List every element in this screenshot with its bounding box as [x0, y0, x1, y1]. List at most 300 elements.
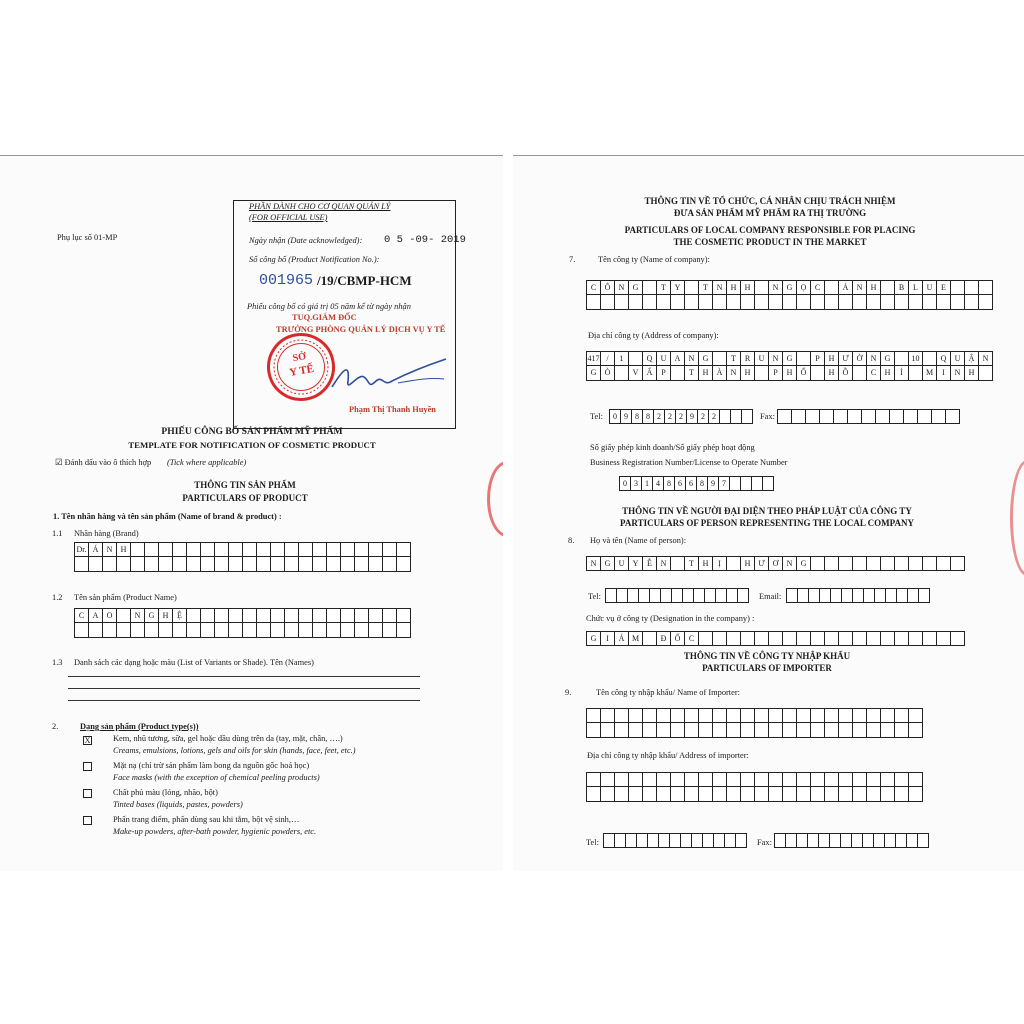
grid-cell[interactable] — [685, 723, 699, 738]
grid-cell[interactable] — [397, 542, 411, 557]
grid-cell[interactable] — [798, 588, 809, 603]
grid-cell[interactable]: G — [145, 608, 159, 623]
grid-cell[interactable] — [946, 409, 960, 424]
grid-cell[interactable] — [755, 708, 769, 723]
grid-cell[interactable] — [825, 556, 839, 571]
representative-name-grid[interactable] — [586, 556, 965, 571]
grid-cell[interactable] — [792, 409, 806, 424]
grid-cell[interactable] — [257, 608, 271, 623]
grid-cell[interactable] — [786, 833, 797, 848]
grid-cell[interactable]: 7 — [719, 476, 730, 491]
grid-cell[interactable] — [355, 608, 369, 623]
grid-cell[interactable] — [727, 772, 741, 787]
grid-cell[interactable] — [187, 623, 201, 638]
grid-cell[interactable] — [187, 608, 201, 623]
grid-cell[interactable] — [848, 409, 862, 424]
grid-cell[interactable] — [601, 708, 615, 723]
grid-cell[interactable] — [685, 787, 699, 802]
grid-cell[interactable] — [159, 542, 173, 557]
grid-cell[interactable]: N — [951, 366, 965, 381]
grid-cell[interactable] — [853, 787, 867, 802]
grid-cell[interactable]: C — [75, 608, 89, 623]
grid-cell[interactable]: Dr. — [75, 542, 89, 557]
company-name-grid[interactable] — [586, 280, 993, 310]
grid-cell[interactable] — [895, 631, 909, 646]
grid-cell[interactable]: Ờ — [853, 351, 867, 366]
grid-cell[interactable] — [201, 542, 215, 557]
grid-cell[interactable]: H — [117, 542, 131, 557]
grid-cell[interactable] — [670, 833, 681, 848]
grid-cell[interactable]: N — [783, 556, 797, 571]
grid-cell[interactable] — [797, 833, 808, 848]
grid-cell[interactable] — [839, 556, 853, 571]
grid-cell[interactable]: U — [923, 280, 937, 295]
grid-cell[interactable] — [755, 787, 769, 802]
grid-cell[interactable] — [923, 631, 937, 646]
grid-cell[interactable] — [650, 588, 661, 603]
grid-cell[interactable] — [923, 295, 937, 310]
grid-cell[interactable] — [876, 409, 890, 424]
grid-cell[interactable] — [867, 556, 881, 571]
grid-cell[interactable] — [201, 557, 215, 572]
grid-cell[interactable] — [755, 295, 769, 310]
grid-cell[interactable]: G — [587, 631, 601, 646]
grid-cell[interactable] — [918, 409, 932, 424]
grid-cell[interactable] — [369, 557, 383, 572]
type-checkbox-2[interactable] — [83, 762, 92, 771]
grid-cell[interactable] — [243, 608, 257, 623]
grid-cell[interactable] — [755, 366, 769, 381]
grid-cell[interactable] — [117, 608, 131, 623]
grid-cell[interactable] — [853, 295, 867, 310]
grid-cell[interactable]: Ọ — [797, 280, 811, 295]
grid-cell[interactable] — [397, 623, 411, 638]
grid-cell[interactable] — [763, 476, 774, 491]
grid-cell[interactable] — [839, 295, 853, 310]
grid-cell[interactable] — [864, 588, 875, 603]
grid-cell[interactable]: N — [685, 351, 699, 366]
grid-cell[interactable] — [103, 623, 117, 638]
grid-cell[interactable] — [713, 787, 727, 802]
grid-cell[interactable] — [299, 608, 313, 623]
grid-cell[interactable] — [730, 476, 741, 491]
grid-cell[interactable] — [615, 366, 629, 381]
grid-cell[interactable] — [671, 295, 685, 310]
grid-cell[interactable] — [834, 409, 848, 424]
grid-cell[interactable]: M — [923, 366, 937, 381]
grid-cell[interactable]: C — [867, 366, 881, 381]
grid-cell[interactable] — [741, 723, 755, 738]
grid-cell[interactable] — [299, 623, 313, 638]
grid-cell[interactable] — [727, 787, 741, 802]
grid-cell[interactable]: Ô — [601, 280, 615, 295]
grid-cell[interactable] — [825, 280, 839, 295]
grid-cell[interactable] — [713, 772, 727, 787]
grid-cell[interactable] — [965, 280, 979, 295]
grid-cell[interactable] — [397, 608, 411, 623]
grid-cell[interactable] — [285, 557, 299, 572]
importer-fax-grid[interactable] — [774, 833, 929, 848]
grid-cell[interactable] — [714, 833, 725, 848]
grid-cell[interactable] — [187, 542, 201, 557]
grid-cell[interactable]: H — [783, 366, 797, 381]
grid-cell[interactable]: Ơ — [769, 556, 783, 571]
grid-cell[interactable]: Ậ — [965, 351, 979, 366]
grid-cell[interactable]: 417 — [587, 351, 601, 366]
grid-cell[interactable]: N — [587, 556, 601, 571]
grid-cell[interactable] — [862, 409, 876, 424]
grid-cell[interactable]: G — [629, 280, 643, 295]
grid-cell[interactable] — [867, 708, 881, 723]
grid-cell[interactable] — [811, 366, 825, 381]
grid-cell[interactable] — [285, 608, 299, 623]
grid-cell[interactable] — [229, 623, 243, 638]
grid-cell[interactable] — [341, 557, 355, 572]
grid-cell[interactable] — [932, 409, 946, 424]
designation-grid[interactable] — [586, 631, 965, 646]
tel-grid[interactable] — [609, 409, 753, 424]
grid-cell[interactable] — [895, 787, 909, 802]
grid-cell[interactable] — [951, 631, 965, 646]
grid-cell[interactable] — [853, 772, 867, 787]
grid-cell[interactable] — [937, 631, 951, 646]
grid-cell[interactable] — [215, 623, 229, 638]
grid-cell[interactable] — [755, 772, 769, 787]
grid-cell[interactable]: A — [89, 608, 103, 623]
grid-cell[interactable] — [229, 542, 243, 557]
grid-cell[interactable] — [716, 588, 727, 603]
grid-cell[interactable]: N — [657, 556, 671, 571]
grid-cell[interactable] — [271, 557, 285, 572]
grid-cell[interactable] — [383, 557, 397, 572]
grid-cell[interactable] — [839, 631, 853, 646]
grid-cell[interactable]: Á — [89, 542, 103, 557]
grid-cell[interactable]: G — [699, 351, 713, 366]
grid-cell[interactable] — [187, 557, 201, 572]
type-checkbox-3[interactable] — [83, 789, 92, 798]
grid-cell[interactable] — [694, 588, 705, 603]
grid-cell[interactable] — [741, 708, 755, 723]
grid-cell[interactable] — [587, 772, 601, 787]
grid-cell[interactable] — [369, 542, 383, 557]
grid-cell[interactable] — [979, 280, 993, 295]
grid-cell[interactable] — [867, 631, 881, 646]
grid-cell[interactable] — [874, 833, 885, 848]
grid-cell[interactable] — [797, 772, 811, 787]
grid-cell[interactable] — [918, 833, 929, 848]
grid-cell[interactable] — [671, 708, 685, 723]
grid-cell[interactable] — [713, 708, 727, 723]
grid-cell[interactable] — [853, 556, 867, 571]
grid-cell[interactable]: 8 — [664, 476, 675, 491]
grid-cell[interactable] — [692, 833, 703, 848]
grid-cell[interactable] — [909, 772, 923, 787]
grid-cell[interactable]: Q — [937, 351, 951, 366]
grid-cell[interactable] — [755, 280, 769, 295]
grid-cell[interactable]: N — [727, 366, 741, 381]
grid-cell[interactable] — [923, 556, 937, 571]
grid-cell[interactable] — [587, 295, 601, 310]
grid-cell[interactable] — [881, 772, 895, 787]
grid-cell[interactable] — [103, 557, 117, 572]
grid-cell[interactable] — [629, 351, 643, 366]
grid-cell[interactable] — [727, 631, 741, 646]
grid-cell[interactable] — [727, 708, 741, 723]
grid-cell[interactable] — [587, 787, 601, 802]
representative-tel-grid[interactable] — [605, 588, 749, 603]
grid-cell[interactable] — [909, 708, 923, 723]
grid-cell[interactable] — [243, 623, 257, 638]
grid-cell[interactable]: 4 — [653, 476, 664, 491]
variants-line-1[interactable] — [68, 676, 420, 677]
grid-cell[interactable] — [383, 623, 397, 638]
representative-email-grid[interactable] — [786, 588, 930, 603]
grid-cell[interactable] — [313, 542, 327, 557]
grid-cell[interactable]: U — [755, 351, 769, 366]
grid-cell[interactable]: Y — [629, 556, 643, 571]
grid-cell[interactable] — [131, 542, 145, 557]
grid-cell[interactable] — [683, 588, 694, 603]
grid-cell[interactable] — [243, 542, 257, 557]
grid-cell[interactable] — [643, 631, 657, 646]
grid-cell[interactable] — [937, 556, 951, 571]
grid-cell[interactable] — [783, 708, 797, 723]
grid-cell[interactable] — [201, 623, 215, 638]
grid-cell[interactable]: Y — [671, 280, 685, 295]
grid-cell[interactable] — [355, 623, 369, 638]
grid-cell[interactable] — [229, 608, 243, 623]
grid-cell[interactable]: M — [629, 631, 643, 646]
grid-cell[interactable]: T — [685, 556, 699, 571]
grid-cell[interactable] — [923, 351, 937, 366]
grid-cell[interactable] — [811, 787, 825, 802]
grid-cell[interactable]: H — [699, 556, 713, 571]
grid-cell[interactable] — [643, 787, 657, 802]
grid-cell[interactable] — [904, 409, 918, 424]
grid-cell[interactable] — [811, 772, 825, 787]
grid-cell[interactable] — [783, 772, 797, 787]
grid-cell[interactable] — [657, 723, 671, 738]
grid-cell[interactable] — [886, 588, 897, 603]
grid-cell[interactable] — [615, 708, 629, 723]
grid-cell[interactable]: Í — [895, 366, 909, 381]
grid-cell[interactable]: G — [783, 280, 797, 295]
grid-cell[interactable] — [215, 557, 229, 572]
grid-cell[interactable] — [755, 723, 769, 738]
type-checkbox-1[interactable]: X — [84, 736, 91, 745]
grid-cell[interactable] — [699, 787, 713, 802]
grid-cell[interactable] — [628, 588, 639, 603]
importer-name-grid[interactable] — [586, 708, 923, 738]
license-number-grid[interactable] — [619, 476, 774, 491]
grid-cell[interactable] — [626, 833, 637, 848]
grid-cell[interactable] — [895, 556, 909, 571]
grid-cell[interactable]: U — [615, 556, 629, 571]
grid-cell[interactable]: À — [713, 366, 727, 381]
grid-cell[interactable] — [713, 723, 727, 738]
grid-cell[interactable] — [271, 608, 285, 623]
grid-cell[interactable]: E — [937, 280, 951, 295]
grid-cell[interactable] — [881, 787, 895, 802]
grid-cell[interactable]: 2 — [676, 409, 687, 424]
grid-cell[interactable]: P — [811, 351, 825, 366]
grid-cell[interactable] — [783, 723, 797, 738]
grid-cell[interactable] — [825, 708, 839, 723]
grid-cell[interactable] — [797, 351, 811, 366]
grid-cell[interactable] — [720, 409, 731, 424]
grid-cell[interactable] — [257, 623, 271, 638]
grid-cell[interactable] — [731, 409, 742, 424]
grid-cell[interactable] — [820, 588, 831, 603]
grid-cell[interactable] — [853, 708, 867, 723]
grid-cell[interactable]: Ư — [755, 556, 769, 571]
grid-cell[interactable] — [587, 723, 601, 738]
grid-cell[interactable]: 9 — [621, 409, 632, 424]
grid-cell[interactable] — [741, 787, 755, 802]
grid-cell[interactable] — [853, 631, 867, 646]
grid-cell[interactable] — [159, 557, 173, 572]
grid-cell[interactable]: O — [103, 608, 117, 623]
grid-cell[interactable]: 0 — [620, 476, 631, 491]
grid-cell[interactable] — [895, 772, 909, 787]
grid-cell[interactable] — [159, 623, 173, 638]
grid-cell[interactable] — [741, 476, 752, 491]
grid-cell[interactable] — [919, 588, 930, 603]
grid-cell[interactable] — [783, 631, 797, 646]
grid-cell[interactable] — [797, 708, 811, 723]
grid-cell[interactable]: T — [727, 351, 741, 366]
grid-cell[interactable]: Ồ — [839, 366, 853, 381]
grid-cell[interactable] — [587, 708, 601, 723]
importer-address-grid[interactable] — [586, 772, 923, 802]
grid-cell[interactable] — [713, 631, 727, 646]
grid-cell[interactable] — [681, 833, 692, 848]
grid-cell[interactable] — [909, 295, 923, 310]
grid-cell[interactable] — [89, 557, 103, 572]
grid-cell[interactable] — [769, 787, 783, 802]
grid-cell[interactable] — [820, 409, 834, 424]
grid-cell[interactable] — [341, 623, 355, 638]
grid-cell[interactable] — [271, 542, 285, 557]
grid-cell[interactable] — [727, 556, 741, 571]
grid-cell[interactable] — [629, 295, 643, 310]
grid-cell[interactable]: 2 — [698, 409, 709, 424]
grid-cell[interactable] — [671, 772, 685, 787]
grid-cell[interactable] — [629, 723, 643, 738]
grid-cell[interactable] — [741, 631, 755, 646]
grid-cell[interactable] — [809, 588, 820, 603]
grid-cell[interactable]: N — [713, 280, 727, 295]
grid-cell[interactable]: 3 — [631, 476, 642, 491]
grid-cell[interactable] — [699, 295, 713, 310]
grid-cell[interactable] — [601, 772, 615, 787]
grid-cell[interactable] — [713, 351, 727, 366]
grid-cell[interactable] — [639, 588, 650, 603]
grid-cell[interactable]: N — [131, 608, 145, 623]
grid-cell[interactable] — [257, 542, 271, 557]
grid-cell[interactable] — [369, 608, 383, 623]
grid-cell[interactable]: 1 — [642, 476, 653, 491]
grid-cell[interactable] — [699, 723, 713, 738]
grid-cell[interactable]: H — [881, 366, 895, 381]
grid-cell[interactable] — [629, 787, 643, 802]
grid-cell[interactable] — [659, 833, 670, 848]
grid-cell[interactable]: Ệ — [173, 608, 187, 623]
grid-cell[interactable] — [671, 556, 685, 571]
grid-cell[interactable] — [643, 772, 657, 787]
grid-cell[interactable] — [601, 787, 615, 802]
grid-cell[interactable] — [867, 787, 881, 802]
grid-cell[interactable] — [131, 623, 145, 638]
variants-line-2[interactable] — [68, 688, 420, 689]
grid-cell[interactable] — [75, 557, 89, 572]
grid-cell[interactable] — [752, 476, 763, 491]
grid-cell[interactable] — [808, 833, 819, 848]
grid-cell[interactable]: Ễ — [643, 556, 657, 571]
grid-cell[interactable] — [797, 723, 811, 738]
grid-cell[interactable]: Á — [615, 631, 629, 646]
grid-cell[interactable] — [841, 833, 852, 848]
grid-cell[interactable] — [131, 557, 145, 572]
grid-cell[interactable]: Ấ — [643, 366, 657, 381]
grid-cell[interactable] — [145, 542, 159, 557]
grid-cell[interactable] — [908, 588, 919, 603]
grid-cell[interactable]: L — [909, 280, 923, 295]
grid-cell[interactable] — [890, 409, 904, 424]
grid-cell[interactable] — [867, 772, 881, 787]
grid-cell[interactable]: Q — [643, 351, 657, 366]
grid-cell[interactable] — [327, 542, 341, 557]
grid-cell[interactable] — [661, 588, 672, 603]
grid-cell[interactable]: 8 — [632, 409, 643, 424]
grid-cell[interactable]: H — [741, 556, 755, 571]
grid-cell[interactable] — [736, 833, 747, 848]
grid-cell[interactable] — [727, 295, 741, 310]
grid-cell[interactable]: N — [867, 351, 881, 366]
grid-cell[interactable] — [811, 556, 825, 571]
grid-cell[interactable] — [842, 588, 853, 603]
grid-cell[interactable] — [643, 723, 657, 738]
grid-cell[interactable]: B — [895, 280, 909, 295]
grid-cell[interactable] — [355, 557, 369, 572]
grid-cell[interactable] — [769, 708, 783, 723]
grid-cell[interactable] — [830, 833, 841, 848]
grid-cell[interactable] — [909, 631, 923, 646]
grid-cell[interactable] — [648, 833, 659, 848]
grid-cell[interactable] — [703, 833, 714, 848]
grid-cell[interactable] — [617, 588, 628, 603]
grid-cell[interactable] — [285, 623, 299, 638]
grid-cell[interactable] — [215, 542, 229, 557]
grid-cell[interactable] — [727, 723, 741, 738]
grid-cell[interactable] — [853, 366, 867, 381]
fax-grid[interactable] — [777, 409, 960, 424]
grid-cell[interactable] — [725, 833, 736, 848]
grid-cell[interactable] — [89, 623, 103, 638]
grid-cell[interactable] — [881, 295, 895, 310]
grid-cell[interactable] — [285, 542, 299, 557]
grid-cell[interactable]: P — [657, 366, 671, 381]
grid-cell[interactable] — [769, 772, 783, 787]
company-address-grid[interactable] — [586, 351, 993, 381]
grid-cell[interactable]: H — [159, 608, 173, 623]
grid-cell[interactable]: V — [629, 366, 643, 381]
grid-cell[interactable] — [601, 723, 615, 738]
grid-cell[interactable] — [852, 833, 863, 848]
grid-cell[interactable]: C — [685, 631, 699, 646]
grid-cell[interactable] — [979, 295, 993, 310]
grid-cell[interactable] — [831, 588, 842, 603]
